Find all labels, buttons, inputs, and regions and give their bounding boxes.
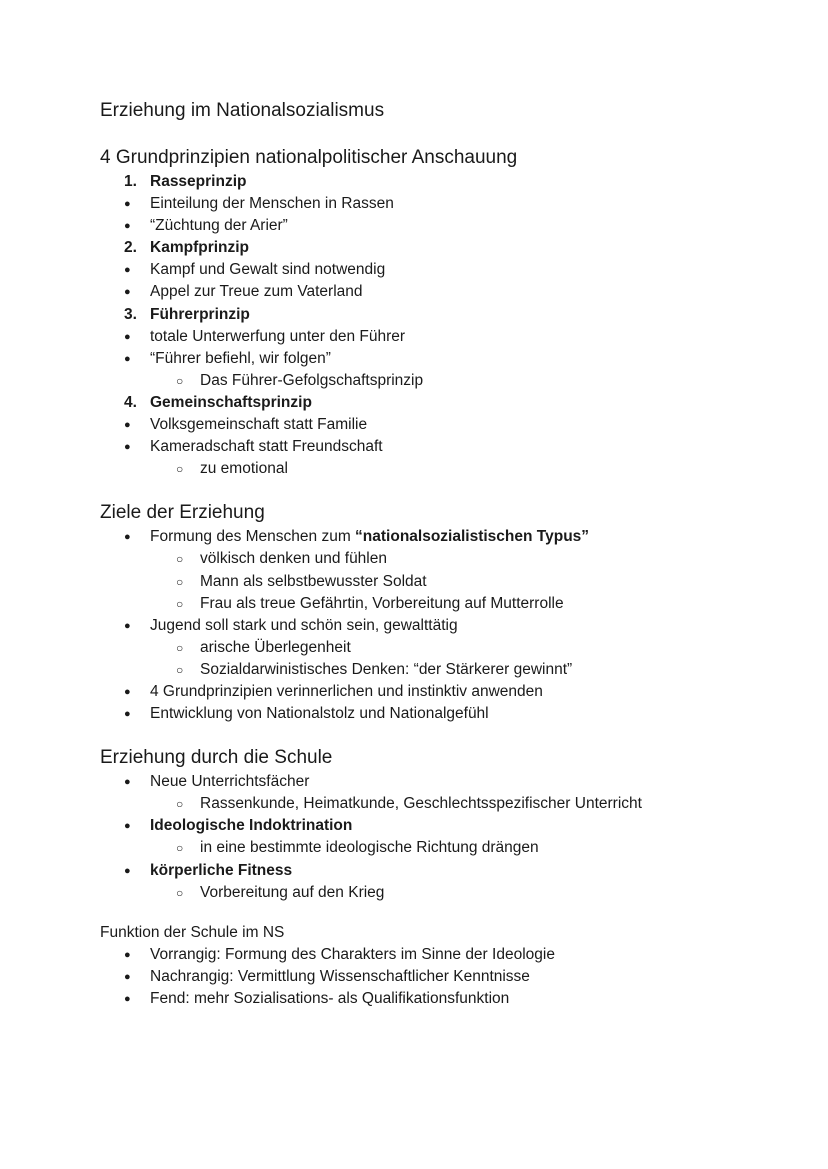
list-item-text: Einteilung der Menschen in Rassen [150,195,394,213]
sub-list-item [100,458,800,480]
item-label: Gemeinschaftsprinzip [150,393,312,411]
sub-list-item [100,548,800,570]
section-heading-grundprinzipien: 4 Grundprinzipien nationalpolitischer Anschauung [100,147,518,168]
list-item [100,414,800,436]
list-item-text: Neue Unterrichtsfächer [150,773,310,791]
sub-list-item [100,637,800,659]
list-item [100,326,800,348]
list-item [100,966,800,988]
numbered-item-2 [100,237,800,259]
document-body [100,97,800,1010]
list-item [100,771,800,793]
list-item [100,436,800,458]
item-number: 4. [124,393,137,411]
sub-list-item-text: Frau als treue Gefährtin, Vorbereitung auf Mutterrolle [200,594,564,612]
numbered-item-3 [100,304,800,326]
list-item-text: Volksgemeinschaft statt Familie [150,416,368,434]
circle-bullet-icon: ○ [176,885,184,900]
item-label: Führerprinzip [150,305,250,323]
sub-list-item-text: Rassenkunde, Heimatkunde, Geschlechtsspezifischer Unterricht [200,795,642,813]
sub-list-item-text: Vorbereitung auf den Krieg [200,883,385,901]
list-item-text: Fend: mehr Sozialisations- als Qualifikationsfunktion [150,989,510,1007]
circle-bullet-icon: ○ [176,574,184,589]
section-heading-funktion: Funktion der Schule im NS [100,923,285,941]
list-item-text: Kameradschaft statt Freundschaft [150,438,383,456]
circle-bullet-icon: ○ [176,662,184,677]
bullet-icon: ● [124,820,131,833]
sub-list-item [100,571,800,593]
list-item-text: 4 Grundprinzipien verinnerlichen und instinktiv anwenden [150,682,543,700]
circle-bullet-icon: ○ [176,596,184,611]
numbered-item-4 [100,392,800,414]
list-item [100,281,800,303]
list-item-text: totale Unterwerfung unter den Führer [150,327,406,345]
list-item [100,703,800,725]
bullet-icon: ● [124,419,131,432]
bullet-icon: ● [124,352,131,365]
bullet-icon: ● [124,992,131,1005]
bullet-icon: ● [124,286,131,299]
bullet-icon: ● [124,685,131,698]
list-item [100,215,800,237]
sub-list-item-text: in eine bestimmte ideologische Richtung drängen [200,839,539,857]
sub-list-item-text: zu emotional [200,460,288,478]
item-number: 1. [124,173,137,190]
list-item-text: Vorrangig: Formung des Charakters im Sinne der Ideologie [150,945,555,963]
list-item [100,944,800,966]
bullet-icon: ● [124,970,131,983]
sub-list-item-text: Das Führer-Gefolgschaftsprinzip [200,371,424,389]
sub-list-item-text: arische Überlegenheit [200,638,351,656]
section-heading-ziele: Ziele der Erziehung [100,502,265,524]
sub-list-item [100,593,800,615]
bullet-icon: ● [124,619,131,632]
list-item [100,988,800,1010]
bullet-icon: ● [124,441,131,454]
section-heading-schule: Erziehung durch die Schule [100,747,333,769]
list-item [100,526,800,548]
circle-bullet-icon: ○ [176,462,184,477]
bullet-icon: ● [124,330,131,343]
circle-bullet-icon: ○ [176,640,184,655]
bullet-icon: ● [124,708,131,721]
list-item-text: körperliche Fitness [150,861,293,879]
bullet-icon: ● [124,264,131,277]
item-label: Kampfprinzip [150,239,250,257]
list-item-text: “Führer befiehl, wir folgen” [150,349,331,367]
list-item-text: Appel zur Treue zum Vaterland [150,283,363,301]
bullet-icon: ● [124,531,131,544]
bullet-icon: ● [124,864,131,877]
sub-list-item-text: völkisch denken und fühlen [200,550,387,568]
list-item-text: Kampf und Gewalt sind notwendig [150,261,386,279]
circle-bullet-icon: ○ [176,373,184,388]
sub-list-item [100,370,800,392]
bullet-icon: ● [124,948,131,961]
document-title: Erziehung im Nationalsozialismus [100,100,385,121]
list-item [100,860,800,882]
bullet-icon: ● [124,220,131,233]
circle-bullet-icon: ○ [176,841,184,856]
list-item [100,193,800,215]
list-item-text: Ideologische Indoktrination [150,817,353,835]
sub-list-item [100,659,800,681]
sub-list-item-text: Sozialdarwinistisches Denken: “der Stärkerer gewinnt” [200,660,573,678]
list-item [100,348,800,370]
numbered-item-1 [100,171,800,193]
bullet-icon: ● [124,198,131,211]
list-item-text-prefix: Formung des Menschen zum [150,528,356,546]
sub-list-item [100,837,800,859]
sub-list-item [100,793,800,815]
sub-list-item-text: Mann als selbstbewusster Soldat [200,572,427,590]
item-label: Rasseprinzip [150,173,247,190]
list-item-text: “Züchtung der Arier” [150,217,288,235]
item-number: 2. [124,239,137,257]
list-item-text: Nachrangig: Vermittlung Wissenschaftlicher Kenntnisse [150,967,530,985]
list-item-text-bold: “nationalsozialistischen Typus” [355,528,590,546]
bullet-icon: ● [124,776,131,789]
circle-bullet-icon: ○ [176,552,184,567]
list-item [100,615,800,637]
list-item [100,815,800,837]
item-number: 3. [124,305,137,323]
list-item [100,259,800,281]
circle-bullet-icon: ○ [176,797,184,812]
sub-list-item [100,882,800,904]
list-item-text: Entwicklung von Nationalstolz und Nationalgefühl [150,705,489,723]
list-item-text: Jugend soll stark und schön sein, gewalttätig [150,616,458,634]
list-item [100,681,800,703]
list-item-text [150,526,589,548]
